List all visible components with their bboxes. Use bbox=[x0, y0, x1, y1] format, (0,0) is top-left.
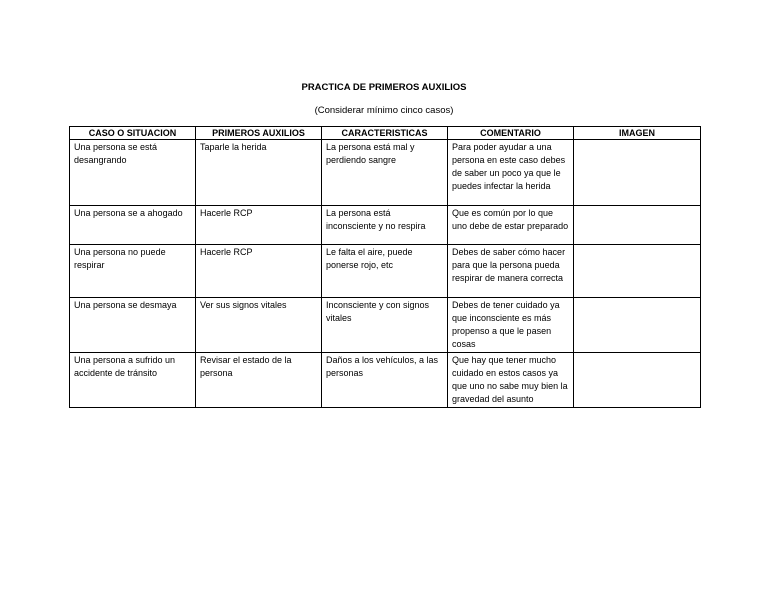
header-caso: CASO O SITUACION bbox=[70, 127, 196, 140]
header-imagen: IMAGEN bbox=[574, 127, 701, 140]
cell-imagen bbox=[574, 206, 701, 245]
cell-caracteristicas: La persona está inconsciente y no respira bbox=[322, 206, 448, 245]
header-caracteristicas: CARACTERISTICAS bbox=[322, 127, 448, 140]
cell-caso: Una persona se a ahogado bbox=[70, 206, 196, 245]
cell-caso: Una persona se está desangrando bbox=[70, 140, 196, 206]
cell-comentario: Para poder ayudar a una persona en este caso debes de saber un poco ya que le puedes infectar la herida bbox=[448, 140, 574, 206]
first-aid-table bbox=[69, 126, 701, 408]
cell-caracteristicas: La persona está mal y perdiendo sangre bbox=[322, 140, 448, 206]
cell-imagen bbox=[574, 140, 701, 206]
cell-caracteristicas: Daños a los vehículos, a las personas bbox=[322, 353, 448, 408]
cell-caso: Una persona se desmaya bbox=[70, 298, 196, 353]
cell-comentario: Que es común por lo que uno debe de estar preparado bbox=[448, 206, 574, 245]
document-title: PRACTICA DE PRIMEROS AUXILIOS bbox=[301, 82, 467, 93]
table-row bbox=[70, 245, 701, 298]
cell-caso: Una persona a sufrido un accidente de tránsito bbox=[70, 353, 196, 408]
cell-primeros-auxilios: Ver sus signos vitales bbox=[196, 298, 322, 353]
cell-imagen bbox=[574, 298, 701, 353]
cell-primeros-auxilios: Revisar el estado de la persona bbox=[196, 353, 322, 408]
table-row bbox=[70, 298, 701, 353]
cell-imagen bbox=[574, 353, 701, 408]
cell-comentario: Debes de tener cuidado ya que inconsciente es más propenso a que le pasen cosas bbox=[448, 298, 574, 353]
cell-primeros-auxilios: Hacerle RCP bbox=[196, 245, 322, 298]
cell-comentario: Que hay que tener mucho cuidado en estos casos ya que uno no sabe muy bien la gravedad del asunto bbox=[448, 353, 574, 408]
cell-primeros-auxilios: Hacerle RCP bbox=[196, 206, 322, 245]
cell-caso: Una persona no puede respirar bbox=[70, 245, 196, 298]
table-row bbox=[70, 140, 701, 206]
cell-imagen bbox=[574, 245, 701, 298]
table-row bbox=[70, 353, 701, 408]
header-comentario: COMENTARIO bbox=[448, 127, 574, 140]
table-row bbox=[70, 206, 701, 245]
cell-caracteristicas: Le falta el aire, puede ponerse rojo, etc bbox=[322, 245, 448, 298]
table-header-row bbox=[70, 127, 701, 140]
cell-primeros-auxilios: Taparle la herida bbox=[196, 140, 322, 206]
cell-comentario: Debes de saber cómo hacer para que la persona pueda respirar de manera correcta bbox=[448, 245, 574, 298]
document-subtitle: (Considerar mínimo cinco casos) bbox=[314, 105, 454, 116]
cell-caracteristicas: Inconsciente y con signos vitales bbox=[322, 298, 448, 353]
header-primeros-auxilios: PRIMEROS AUXILIOS bbox=[196, 127, 322, 140]
